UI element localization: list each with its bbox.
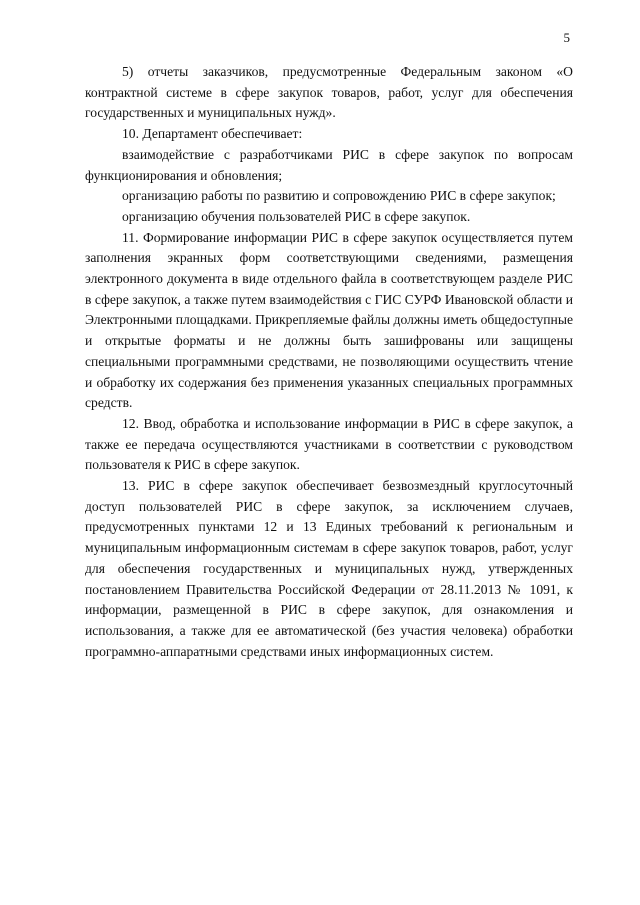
paragraph-10-heading: 10. Департамент обеспечивает: <box>122 126 303 142</box>
document-body <box>85 62 573 662</box>
paragraph-10-development: организацию работы по развитию и сопровождению РИС в сфере закупок; <box>122 188 556 204</box>
paragraph-12: 12. Ввод, обработка и использование информации в РИС в сфере закупок, а также ее передача осуществляются участниками в соответствии с руководством пользователя к РИС в сфере закупок. <box>85 415 573 473</box>
paragraph-reports: 5) отчеты заказчиков, предусмотренные Федеральным законом «О контрактной системе в сфере закупок товаров, работ, услуг для обеспечения государственных и муниципальных нужд». <box>85 64 573 121</box>
paragraph-13: 13. РИС в сфере закупок обеспечивает безвозмездный круглосуточный доступ пользователей РИС в сфере закупок, за исключением случаев, предусмотренных пунктами 12 и 13 Единых требований к региональным и муниципальным информационным системам в сфере закупок товаров, работ, услуг для обеспечения государственных и муниципальных нужд, утвержденных постановлением Правительства Российской Федерации от 28.11.2013 № 1091, к информации, размещенной в РИС в сфере закупок, для ознакомления и использования, а также для ее автоматической (без участия человека) обработки программно-аппаратными средствами иных информационных систем. <box>85 478 573 659</box>
paragraph-11: 11. Формирование информации РИС в сфере закупок осуществляется путем заполнения экранных форм соответствующими сведениями, размещения электронного документа в виде отдельного файла в соответствующем разделе РИС в сфере закупок, а также путем взаимодействия с ГИС СУРФ Ивановской области и Электронными площадками. Прикрепляемые файлы должны иметь общедоступные и открытые форматы и не должны быть зашифрованы или защищены специальными программными средствами, не позволяющими осуществить чтение и обработку их содержания без применения указанных специальных программных средств. <box>85 229 573 411</box>
page-number: 5 <box>563 30 570 45</box>
paragraph-10-interaction: взаимодействие с разработчиками РИС в сфере закупок по вопросам функционирования и обновления; <box>85 146 573 183</box>
paragraph-10-training: организацию обучения пользователей РИС в сфере закупок. <box>122 208 471 224</box>
